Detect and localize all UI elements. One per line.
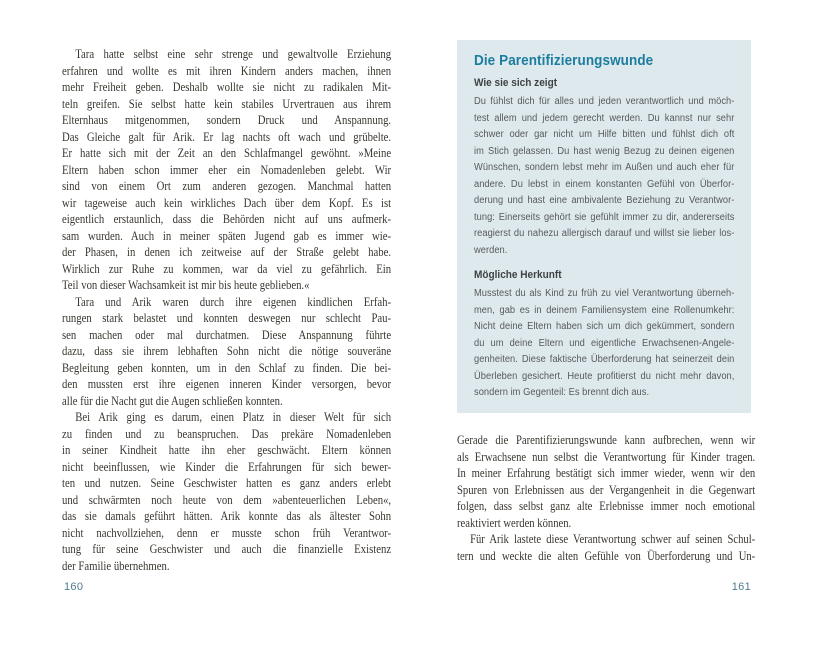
text-line: Bei Arik ging es darum, einen Platz in dieser Welt für sich (75, 410, 392, 424)
info-box-section-body (474, 94, 734, 259)
paragraph (62, 409, 391, 574)
text-line: reagierst du nahezu allergisch darauf und willst sie lieber los- (474, 228, 735, 239)
text-line: sam wurden. Auch in meiner späten Jugend gab es immer wie- (62, 228, 392, 243)
text-line: tung: Einerseits gehört sie gefühlt immer zu dir, andererseits (474, 211, 735, 223)
page-number-right: 161 (731, 581, 751, 593)
info-box-section-heading: Mögliche Herkunft (474, 269, 562, 281)
text-line: wir tageweise auch kein wirkliches Dach über dem Kopf. Es ist (62, 195, 392, 210)
info-box-section-body (474, 286, 734, 402)
text-line: Gerade die Parentifizierungswunde kann aufbrechen, wenn wir (457, 433, 756, 447)
text-line: werden. (474, 244, 508, 256)
text-line: Musstest du als Kind zu früh zu viel Verantwortung überneh- (474, 288, 735, 299)
text-line: test allem und jedem gerecht werden. Du kannst nur sehr (474, 112, 735, 124)
info-box-section-heading: Wie sie sich zeigt (474, 77, 558, 89)
info-box-title: Die Parentifizierungswunde (474, 53, 654, 69)
text-line: Du fühlst dich für alles und jeden verantwortlich und möch- (474, 96, 735, 107)
text-line: derung und hast eine ambivalente Beziehung zu Verantwor- (474, 195, 735, 206)
text-line: das sie damals geführt hätten. Arik konnte das als ältester Sohn (62, 509, 392, 523)
text-line: als Erwachsene nun selbst die Verantwortung für Kinder tragen. (457, 449, 756, 464)
text-line: genheiten. Diese faktische Überforderung hat seinerzeit dein (474, 354, 735, 365)
text-line: und schwärmten noch heute von dem »abenteuerlichen Leben«, (62, 492, 392, 507)
text-line: teln greifen. Sie selbst hatte kein stabiles Urvertrauen aus ihrem (62, 96, 392, 111)
text-line: andere. Du lebst in einem konstanten Gefühl von Überfor- (474, 178, 735, 190)
text-line: Tara hatte selbst eine sehr strenge und gewaltvolle Erziehung (75, 47, 392, 61)
text-line: mehr Freiheit geben. Deshalb wollte sie nicht zu radikalen Mit- (62, 80, 392, 94)
text-line: In meiner Erfahrung bestätigt sich immer wieder, wenn wir den (457, 466, 756, 480)
text-line: alle für die Nacht gut die Augen schließen konnten. (62, 393, 283, 408)
info-box-content (474, 52, 734, 402)
text-line: Überleben gesichert. Heute profitierst du nicht mehr davon, (474, 370, 735, 382)
text-line: ten und nutzen. Seine Geschwister hatten es ganz anders erlebt (62, 476, 392, 490)
paragraph (62, 46, 391, 294)
text-line: Tara und Arik waren durch ihre eigenen kindlichen Erfah- (75, 294, 392, 309)
text-line: sen machen oder mal durchatmen. Diese Anspannung führte (62, 327, 392, 342)
text-line: Das Gleiche galt für Arik. Er lag nachts oft wach und grübelte. (62, 129, 392, 144)
text-line: reaktiviert werden können. (457, 515, 572, 530)
info-box (457, 40, 751, 413)
text-line: rungen stark belastet und konnten deswegen nur schlecht Pau- (62, 311, 392, 325)
text-line: sondern im Gegenteil: Es brennt dich aus. (474, 387, 650, 398)
text-line: tung für seine Geschwister und auch die finanzielle Existenz (62, 542, 392, 556)
text-line: zu finden und zu beanspruchen. Das prekäre Nomadenleben (62, 426, 392, 441)
text-line: sind von einem Ort zum anderen gezogen. Manchmal hatten (62, 179, 392, 193)
text-line: Elternhaus mitgenommen, sondern Druck und Anspannung. (62, 113, 392, 127)
text-line: eigentlich erstaunlich, dass die Behörden nicht auf uns aufmerk- (62, 212, 392, 226)
text-line: men, gab es in deinem Familiensystem eine Rollenumkehr: (474, 304, 735, 316)
text-line: Teil von dieser Wachsamkeit ist mir bis heute geblieben.« (62, 278, 310, 292)
text-line: im Stich gelassen. Du hast wenig Bezug zu deinen eigenen (474, 145, 735, 157)
text-line: Er hatte sich mit der Zeit an den Schlafmangel gewöhnt. »Meine (62, 146, 392, 160)
text-line: folgen, dass selbst ganz alte Erlebnisse immer noch emotional (457, 499, 756, 513)
text-line: Wünschen, sondern lebst mehr im Außen und auch eher für (474, 162, 735, 173)
text-line: in seiner Kindheit hatte ihn eher geschwächt. Eltern können (62, 443, 392, 457)
left-page-text (62, 46, 391, 574)
text-line: Begleitung geben konnten, um in den Schlaf zu finden. Die bei- (62, 360, 392, 375)
text-line: schwer oder gar nicht um Hilfe bitten und fühlst dich oft (474, 129, 735, 140)
text-line: den mussten erst ihre eigenen inneren Kinder versorgen, bevor (62, 377, 392, 391)
paragraph (457, 531, 755, 564)
page-number-left: 160 (64, 581, 84, 593)
text-line: tern und weckte die alten Gefühle von Überforderung und Un- (457, 548, 756, 563)
text-line: der Familie übernehmen. (62, 558, 170, 573)
text-line: nicht nachvollziehen, denn er musste schon früh Verantwor- (62, 525, 392, 540)
text-line: Für Arik lastete diese Verantwortung schwer auf seinen Schul- (470, 532, 756, 546)
text-line: Nicht deine Eltern haben sich um dich gekümmert, sondern (474, 321, 735, 332)
text-line: der Phasen, in denen ich zeitweise auf der Straße gelebt habe. (62, 245, 392, 259)
right-page-text (457, 432, 755, 564)
text-line: dazu, dass sie ihrem lebhaften Sohn nicht die nötige souveräne (62, 344, 392, 358)
paragraph (457, 432, 755, 531)
text-line: Eltern haben schon immer eher ein Nomadenleben gelebt. Wir (62, 162, 392, 177)
text-line: Spuren von Erlebnissen aus der Vergangenheit in die Gegenwart (457, 482, 756, 497)
text-line: du um deine Eltern und eigentliche Erwachsenen-Angele- (474, 337, 735, 349)
text-line: erfahren und wollte es mit ihren Kindern anders machen, ihnen (62, 63, 392, 78)
text-line: nicht beeinflussen, wie Kinder die Erfahrungen für sich bewer- (62, 459, 392, 474)
text-line: Wirklich zur Ruhe zu kommen, war da viel zu gefährlich. Ein (62, 261, 392, 276)
paragraph (62, 294, 391, 410)
